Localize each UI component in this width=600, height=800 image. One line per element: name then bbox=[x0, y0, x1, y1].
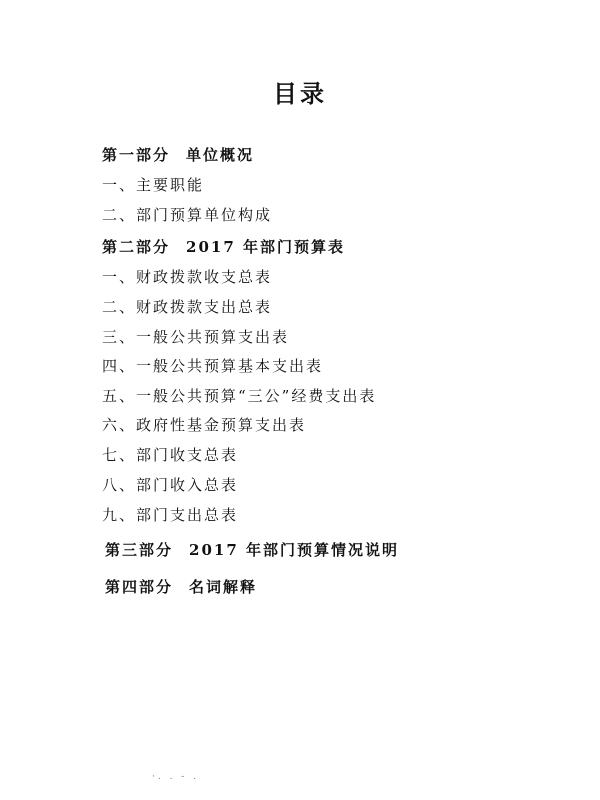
toc-item: 二、财政拨款支出总表 bbox=[102, 298, 273, 316]
part-2-label: 第二部分 bbox=[102, 238, 171, 256]
toc-item: 九、部门支出总表 bbox=[102, 506, 239, 524]
part-4-label: 第四部分 bbox=[105, 578, 174, 596]
toc-item: 二、部门预算单位构成 bbox=[102, 206, 273, 224]
toc-part-2 bbox=[102, 238, 345, 256]
toc-item: 八、部门收入总表 bbox=[102, 476, 239, 494]
part-1-label: 第一部分 bbox=[102, 146, 171, 164]
toc-item: 六、政府性基金预算支出表 bbox=[102, 416, 307, 434]
toc-item: 七、部门收支总表 bbox=[102, 446, 239, 464]
part-3-title: 2017 年部门预算情况说明 bbox=[189, 541, 399, 559]
scan-mark: ·. . - . bbox=[152, 772, 200, 782]
toc-item: 四、一般公共预算基本支出表 bbox=[102, 357, 324, 375]
toc-part-4 bbox=[105, 578, 257, 596]
toc-part-1 bbox=[102, 146, 254, 164]
part-1-title: 单位概况 bbox=[186, 146, 255, 164]
part-2-title: 2017 年部门预算表 bbox=[186, 238, 345, 256]
toc-item: 五、一般公共预算“三公”经费支出表 bbox=[102, 387, 377, 405]
toc-item: 一、主要职能 bbox=[102, 176, 205, 194]
toc-title: 目录 bbox=[273, 80, 327, 108]
part-4-title: 名词解释 bbox=[189, 578, 258, 596]
toc-part-3 bbox=[105, 541, 399, 559]
toc-item: 一、财政拨款收支总表 bbox=[102, 268, 273, 286]
toc-item: 三、一般公共预算支出表 bbox=[102, 328, 290, 346]
part-3-label: 第三部分 bbox=[105, 541, 174, 559]
